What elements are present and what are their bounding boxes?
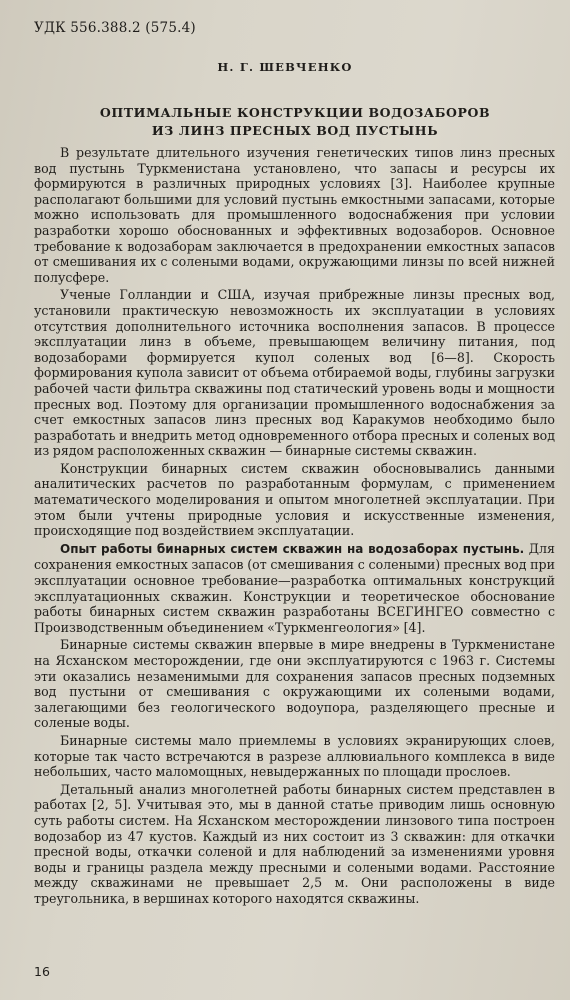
section-paragraph [34, 541, 555, 636]
page-number: 16 [34, 964, 50, 979]
paragraph-5: Бинарные системы скважин впервые в мире внедрены в Туркменистане на Ясханском месторождении, где они эксплуатируются с 1963 г. Системы эти оказались незаменимыми для сохранения запасов пресных подземных вод пустыни от смешивания с окружающими их солеными водами, залегающими без геологического водоупора, разделяющего пресные и соленые воды. [34, 637, 555, 731]
paragraph-2: Ученые Голландии и США, изучая прибрежные линзы пресных вод, установили практическую невозможность их эксплуатации в условиях отсутствия дополнительного источника восполнения запасов. В процессе эксплуатации линз в объеме, превышающем величину питания, под водозаборами формируется купол соленых вод [6—8]. Скорость формирования купола зависит от объема отбираемой воды, глубины загрузки рабочей части фильтра скважины под статический уровень воды и мощности пресных вод. Поэтому для организации промышленного водоснабжения за счет емкостных запасов линз пресных вод Каракумов необходимо было разработать и внедрить метод одновременного отбора пресных и соленых вод из рядом расположенных скважин — бинарные системы скважин. [34, 287, 555, 459]
paragraph-1: В результате длительного изучения генетических типов линз пресных вод пустынь Туркменистана установлено, что запасы и ресурсы их формируются в различных природных условиях [3]. Наиболее крупные располагают большими для условий пустынь емкостными запасами, которые можно использовать для промышленного водоснабжения при условии разработки хорошо обоснованных и эффективных водозаборов. Основное требование к водозаборам заключается в предохранении емкостных запасов от смешивания их с солеными водами, окружающими линзы по всей нижней полусфере. [34, 145, 555, 285]
section-heading: Опыт работы бинарных систем скважин на водозаборах пустынь. [60, 541, 525, 556]
section-paragraph-text: Для сохранения емкостных запасов (от смешивания с солеными) пресных вод при эксплуатации основное требование—разработка оптимальных конструкций эксплуатационных скважин. Конструкции и теоретическое обоснование работы бинарных систем скважин разработаны ВСЕГИНГЕО совместно с Производственным объединением «Туркменгеология» [4]. [34, 540, 555, 635]
udc-code: УДК 556.388.2 (575.4) [34, 20, 196, 36]
article-title [60, 104, 530, 140]
title-line-1: ОПТИМАЛЬНЫЕ КОНСТРУКЦИИ ВОДОЗАБОРОВ [99, 105, 491, 120]
title-line-2: ИЗ ЛИНЗ ПРЕСНЫХ ВОД ПУСТЫНЬ [151, 123, 439, 138]
paragraph-7: Детальный анализ многолетней работы бинарных систем представлен в работах [2, 5]. Учитывая это, мы в данной статье приводим лишь основную суть работы систем. На Ясханском месторождении линзового типа построен водозабор из 47 кустов. Каждый из них состоит из 3 скважин: для откачки пресной воды, откачки соленой и для наблюдений за изменениями уровня воды и границы раздела между пресными и солеными водами. Расстояние между скважинами не превышает 2,5 м. Они расположены в виде треугольника, в вершинах которого находятся скважины. [34, 781, 555, 906]
article-body [34, 145, 555, 907]
paragraph-6: Бинарные системы мало приемлемы в условиях экранирующих слоев, которые так часто встречаются в разрезе аллювиального комплекса в виде небольших, часто маломощных, невыдержанных по площади прослоев. [34, 732, 555, 780]
author-name: Н. Г. ШЕВЧЕНКО [217, 60, 353, 74]
paragraph-3: Конструкции бинарных систем скважин обосновывались данными аналитических расчетов по разработанным формулам, с применением математического моделирования и опытом многолетней эксплуатации. При этом были учтены природные условия и искусственные изменения, происходящие под воздействием эксплуатации. [34, 460, 555, 539]
